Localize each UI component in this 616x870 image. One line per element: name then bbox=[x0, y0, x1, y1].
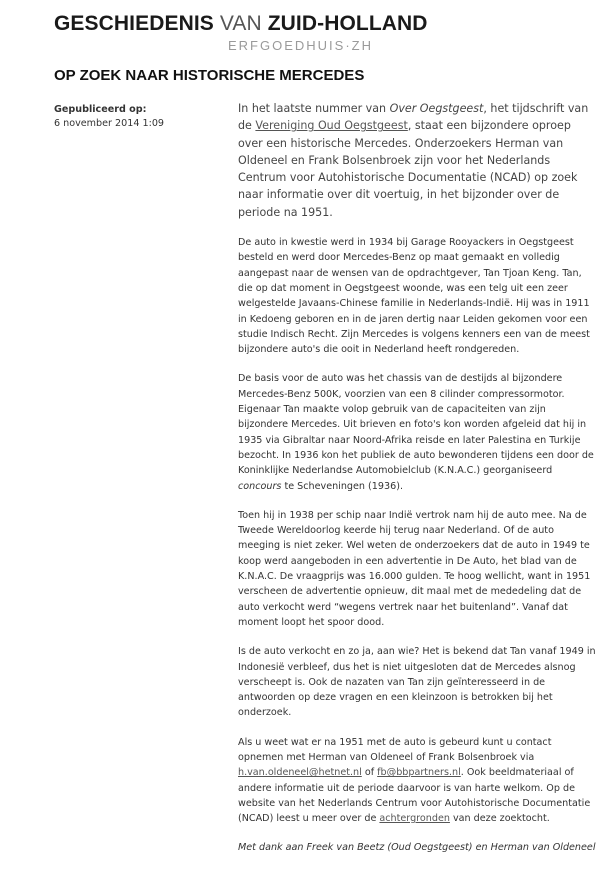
lead-text-2: , het tijdschrift van de bbox=[238, 102, 589, 133]
p5-text-3: . Ook beeldmateriaal of andere informatie uit de periode daarvoor is van harte welkom. Op de website van het Nederlands Centrum voor Autohistorische Documentatie (NCAD) leest u meer over de bbox=[238, 767, 591, 825]
site-title-part3: ZUID-HOLLAND bbox=[267, 12, 428, 35]
published-date: 6 november 2014 1:09 bbox=[54, 118, 165, 129]
article-body bbox=[238, 100, 598, 870]
paragraph-3: Toen hij in 1938 per schip naar Indië vertrok nam hij de auto mee. Na de Tweede Wereldoorlog keerde hij terug naar Nederland. Of de auto meeging is niet zeker. Wel weten de onderzoekers dat de auto in 1949 te koop werd aangeboden in een advertentie in De Auto, het blad van de K.N.A.C. De vraagprijs was 16.000 gulden. Te hoog wellicht, want in 1951 verscheen de advertentie opnieuw, dit maal met de mededeling dat de auto verkocht werd “wegens vertrek naar het buitenland”. Vanaf dat moment loopt het spoor dood. bbox=[238, 509, 591, 628]
paragraph-credits bbox=[238, 840, 598, 855]
paragraph-5 bbox=[238, 735, 598, 827]
article-lead bbox=[238, 100, 598, 221]
lead-text-1: In het laatste nummer van bbox=[238, 102, 390, 115]
email-link-bbpartners[interactable]: fb@bbpartners.nl bbox=[377, 767, 461, 779]
paragraph-4: Is de auto verkocht en zo ja, aan wie? Het is bekend dat Tan vanaf 1949 in Indonesië verbleef, dus het is niet uitgesloten dat de Mercedes alsnog verscheept is. Ook de nazaten van Tan zijn geïnteresseerd in de antwoorden op deze vragen en een kleinzoon is betrokken bij het onderzoek. bbox=[238, 646, 596, 719]
lead-publication-name: Over Oegstgeest bbox=[389, 102, 484, 115]
p5-text-1: Als u weet wat er na 1951 met de auto is gebeurd kunt u contact opnemen met Herman van Oldeneel of Frank Bolsenbroek via bbox=[238, 736, 552, 763]
published-label: Gepubliceerd op: bbox=[54, 104, 147, 115]
article-title: OP ZOEK NAAR HISTORISCHE MERCEDES bbox=[54, 67, 365, 84]
paragraph-1: De auto in kwestie werd in 1934 bij Garage Rooyackers in Oegstgeest besteld en werd door Mercedes-Benz op maat gemaakt en volledig aangepast naar de wensen van de opdrachtgever, Tan Tjoan Keng. Tan, die op dat moment in Oegstgeest woonde, was een telg uit een zeer welgestelde Javaans-Chinese familie in Nederlands-Indië. Hij was in 1911 in Kedoeng geboren en in de jaren dertig naar Leiden gekomen voor een studie Indisch Recht. Zijn Mercedes is volgens kenners een van de meest bijzondere auto's die ooit in Nederland heeft rondgereden. bbox=[238, 237, 590, 356]
paragraph-2 bbox=[238, 371, 598, 493]
site-logo[interactable] bbox=[54, 12, 428, 53]
p5-text-2: of bbox=[361, 767, 378, 779]
link-vereniging-oud-oegstgeest[interactable]: Vereniging Oud Oegstgeest bbox=[255, 119, 408, 133]
p2-text-2: te Scheveningen (1936). bbox=[281, 480, 403, 492]
email-link-oldeneel[interactable]: h.van.oldeneel@hetnet.nl bbox=[238, 767, 362, 779]
p2-emphasis: concours bbox=[238, 480, 282, 492]
site-title-part2: VAN bbox=[219, 12, 262, 35]
p5-text-4: van deze zoektocht. bbox=[449, 813, 550, 825]
site-title-part1: GESCHIEDENIS bbox=[54, 12, 214, 35]
site-title bbox=[54, 12, 428, 36]
link-achtergronden[interactable]: achtergronden bbox=[379, 813, 450, 825]
lead-text-3: , staat een bijzondere oproep over een historische Mercedes. Onderzoekers Herman van Oldeneel en Frank Bolsenbroek zijn voor het Nederlands Centrum voor Autohistorische Documentatie (NCAD) op zoek naar informatie over dit voertuig, in het bijzonder over de periode na 1951. bbox=[238, 119, 578, 219]
site-subtitle: ERFGOEDHUIS·ZH bbox=[228, 38, 373, 53]
publish-meta bbox=[54, 103, 214, 131]
credits-text: Met dank aan Freek van Beetz (Oud Oegstgeest) en Herman van Oldeneel bbox=[238, 842, 596, 854]
p2-text-1: De basis voor de auto was het chassis van de destijds al bijzondere Mercedes-Benz 500K, voorzien van een 8 cilinder compressormotor. Eigenaar Tan maakte volop gebruik van de capaciteiten van zijn bijzondere Mercedes. Uit brieven en foto's kon worden afgeleid dat hij in 1935 via Gibraltar naar Noord-Afrika reisde en later Palestina en Turkije bezocht. In 1936 kon het publiek de auto bewonderen tijdens een door de Koninklijke Nederlandse Automobielclub (K.N.A.C.) georganiseerd bbox=[238, 373, 594, 477]
